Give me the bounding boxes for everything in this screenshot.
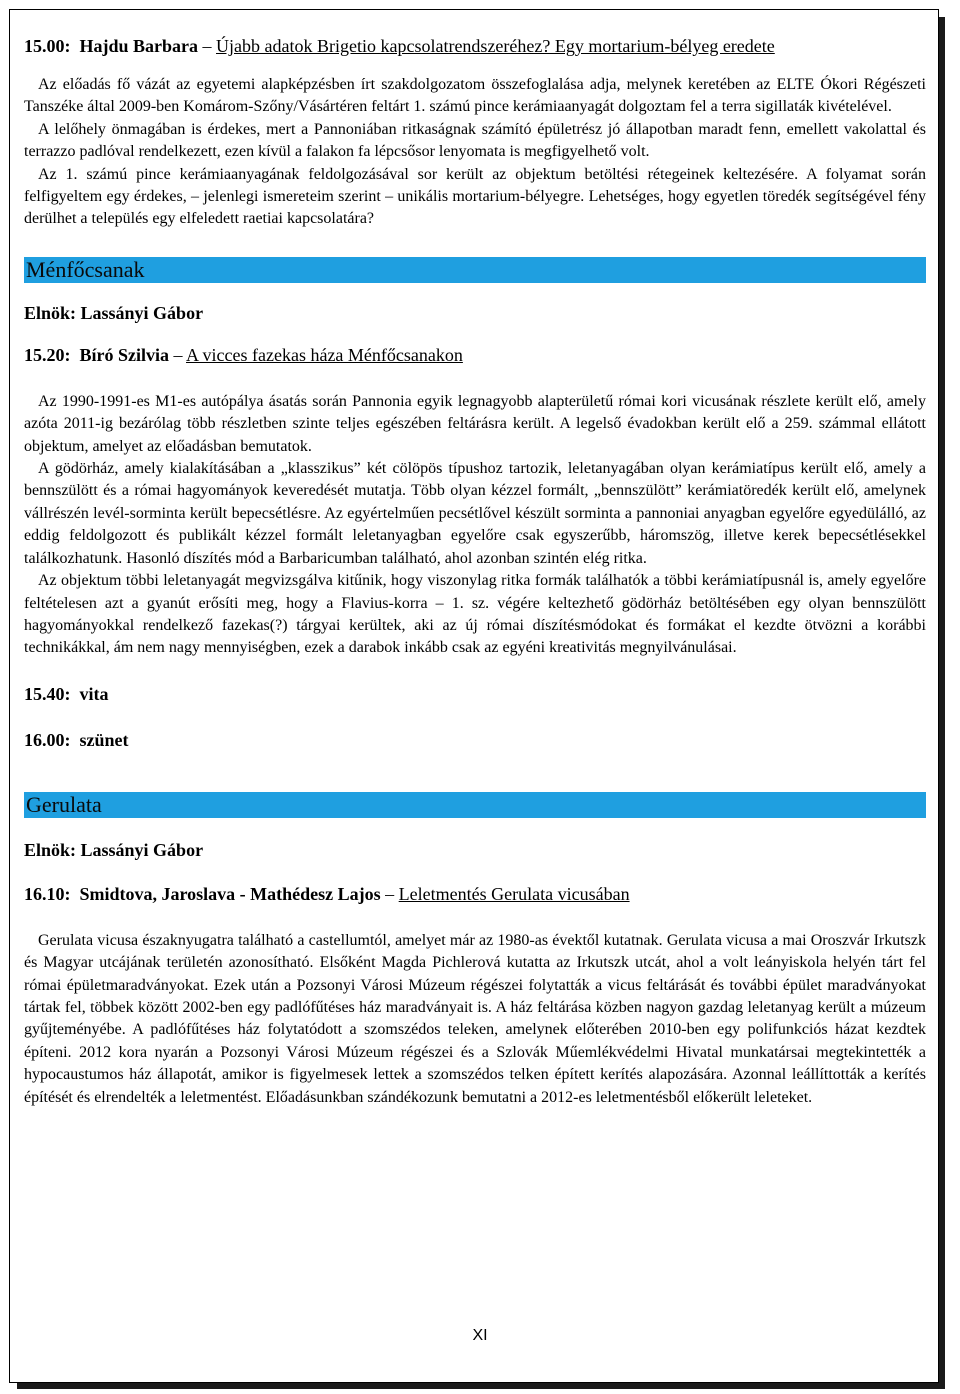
talk-heading	[24, 682, 926, 706]
page-shadow-bottom	[17, 1383, 945, 1389]
section-header	[24, 257, 926, 283]
talk-time: 15.20:	[24, 344, 71, 365]
page-content	[24, 34, 926, 1109]
abstract-paragraph: Az objektum többi leletanyagát megvizsgálva kitűnik, hogy viszonylag ritka formák találhatók a többi kerámiatípusnál is, amely egyelőre feltételesen azt a gyanút erősíti meg, hogy a Flavius-korra – 1. sz. végére keltezhető gödörház betöltésében egy olyan bennszülött hagyományokkal rendelkező fazekas(?) tárgyai kerültek, aki az új római díszítésmódokat és formákat el kezdte ötvözni a korábbi technikákkal, ám nem nagy mennyiségben, ezek a darabok inkább csak az egyéni kreativitás megnyilvánulásai.	[24, 572, 926, 657]
page-shadow-right	[939, 17, 945, 1389]
talk-heading	[24, 34, 926, 58]
abstract-paragraph: Az 1990-1991-es M1-es autópálya ásatás során Pannonia egyik legnagyobb alapterületű római kori vicusának részlete került elő, amely azóta 2011-ig bezárólag több részletben szinte teljes egészében feltárásra került. A legelső évadokban került elő a 259. számmal ellátott objektum, amelyet az előadásban bemutatok.	[24, 392, 926, 455]
abstract-paragraph: A gödörház, amely kialakításában a „klasszikus” két cölöpös típushoz tartozik, leletanyagában olyan kerámiatípus került elő, amely a bennszülött és a római hagyományok keveredését mutatja. Több olyan kézzel formált, „bennszülött” kerámiatöredék került elő, amelynek vállrészén levél-sorminta került bepecsétlésre. Az egyértelműen pecsétlővel készült sorminta a pannoniai anyagban egyelőre egyedülálló, az eddig feldolgozott és publikált kézzel formált leletanyagban egyelőre csak egyszerűbb, háromszög, illetve kerek bepecsétlésekkel találkozhatunk. Hasonló díszítés mód a Barbaricumban található, ahol azonban szintén elég ritka.	[24, 460, 926, 567]
page-number: XI	[472, 1327, 488, 1344]
talk-label: szünet	[79, 729, 129, 750]
talk-title: A vicces fazekas háza Ménfőcsanakon	[186, 344, 463, 365]
chair-label: Elnök:	[24, 839, 77, 860]
chair-name: Lassányi Gábor	[80, 302, 204, 323]
talk-label: vita	[79, 683, 109, 704]
talk-dash: –	[202, 36, 212, 56]
section-header	[24, 792, 926, 818]
talk-time: 15.40:	[24, 683, 71, 704]
talk-heading	[24, 728, 926, 752]
chair-label: Elnök:	[24, 302, 77, 323]
session-chair	[24, 301, 926, 325]
abstract-paragraph: Az előadás fő vázát az egyetemi alapképzésben írt szakdolgozatom összefoglalása adja, melynek keretében az ELTE Ókori Régészeti Tanszéke által 2009-ben Komárom-Szőny/Vásártéren feltárt 1. számú pince kerámiaanyagát dolgoztam fel a terra sigillaták kivételével.	[24, 76, 926, 116]
section-title: Ménfőcsanak	[26, 256, 145, 282]
abstract-paragraph: A lelőhely önmagában is érdekes, mert a Pannoniában ritkaságnak számító épületrész jó állapotban maradt fenn, emellett vakolattal és terrazzo padlóval rendelkezett, ezen kívül a falakon fa lépcsősor lenyomata is megfigyelhető volt.	[24, 120, 926, 161]
session-chair	[24, 838, 926, 862]
talk-heading	[24, 343, 926, 367]
section-title: Gerulata	[26, 791, 102, 817]
talk-time: 15.00:	[24, 36, 71, 56]
talk-author: Hajdu Barbara	[79, 36, 199, 56]
chair-name: Lassányi Gábor	[80, 839, 204, 860]
talk-dash: –	[385, 883, 395, 904]
talk-author: Smidtova, Jaroslava - Mathédesz Lajos	[79, 883, 381, 904]
talk-title: Újabb adatok Brigetio kapcsolatrendszeréhez? Egy mortarium-bélyeg eredete	[216, 36, 775, 56]
talk-time: 16.00:	[24, 729, 71, 750]
talk-author: Bíró Szilvia	[79, 344, 169, 365]
talk-heading	[24, 882, 926, 906]
talk-time: 16.10:	[24, 883, 71, 904]
abstract-paragraph: Az 1. számú pince kerámiaanyagának feldolgozásával sor került az objektum betöltési rétegeinek keltezésére. A folyamat során felfigyeltem egy érdekes, – jelenlegi ismereteim szerint – unikális mortarium-bélyegre. Lehetséges, hogy egyetlen töredék segítségével fény derülhet a település egy elfeledett raetiai kapcsolatára?	[24, 165, 926, 228]
talk-dash: –	[173, 344, 183, 365]
talk-title: Leletmentés Gerulata vicusában	[398, 883, 630, 904]
abstract-paragraph: Gerulata vicusa északnyugatra található a castellumtól, amelyet már az 1980-as évektől kutatnak. Gerulata vicusa a mai Oroszvár Irkutszk és Magyar utcájának területén azonosítható. Elsőként Magda Pichlerová kutatta az Irkutszk utcát, ahol a volt leányiskola helyén tárt fel római épületmaradványokat. Ezek után a Pozsonyi Városi Múzeum régészei folytatták a vicus feltárását és további épület maradványokat tártak fel, többek között 2002-ben egy padlófűtéses ház maradványait is. A ház feltárása közben nagyon gazdag leletanyag került a múzeum gyűjteményébe. A padlófűtéses ház folytatódott a szomszédos teleken, amelynek előterében 2010-ben egy polifunkciós házat kezdtek építeni. 2012 kora nyarán a Pozsonyi Városi Múzeum régészei és a Szlovák Műemlékvédelmi Hivatal munkatársai megtekintették a hypocaustumos ház állapotát, amikor is figyelmesek lettek a szomszédos telken épített kerítés alapozására. Azonnal leállíttották a kerítés építését és elrendelték a leletmentést. Előadásunkban szándékozunk bemutatni a 2012-es leletmentésből előkerült leleteket.	[24, 931, 926, 1106]
